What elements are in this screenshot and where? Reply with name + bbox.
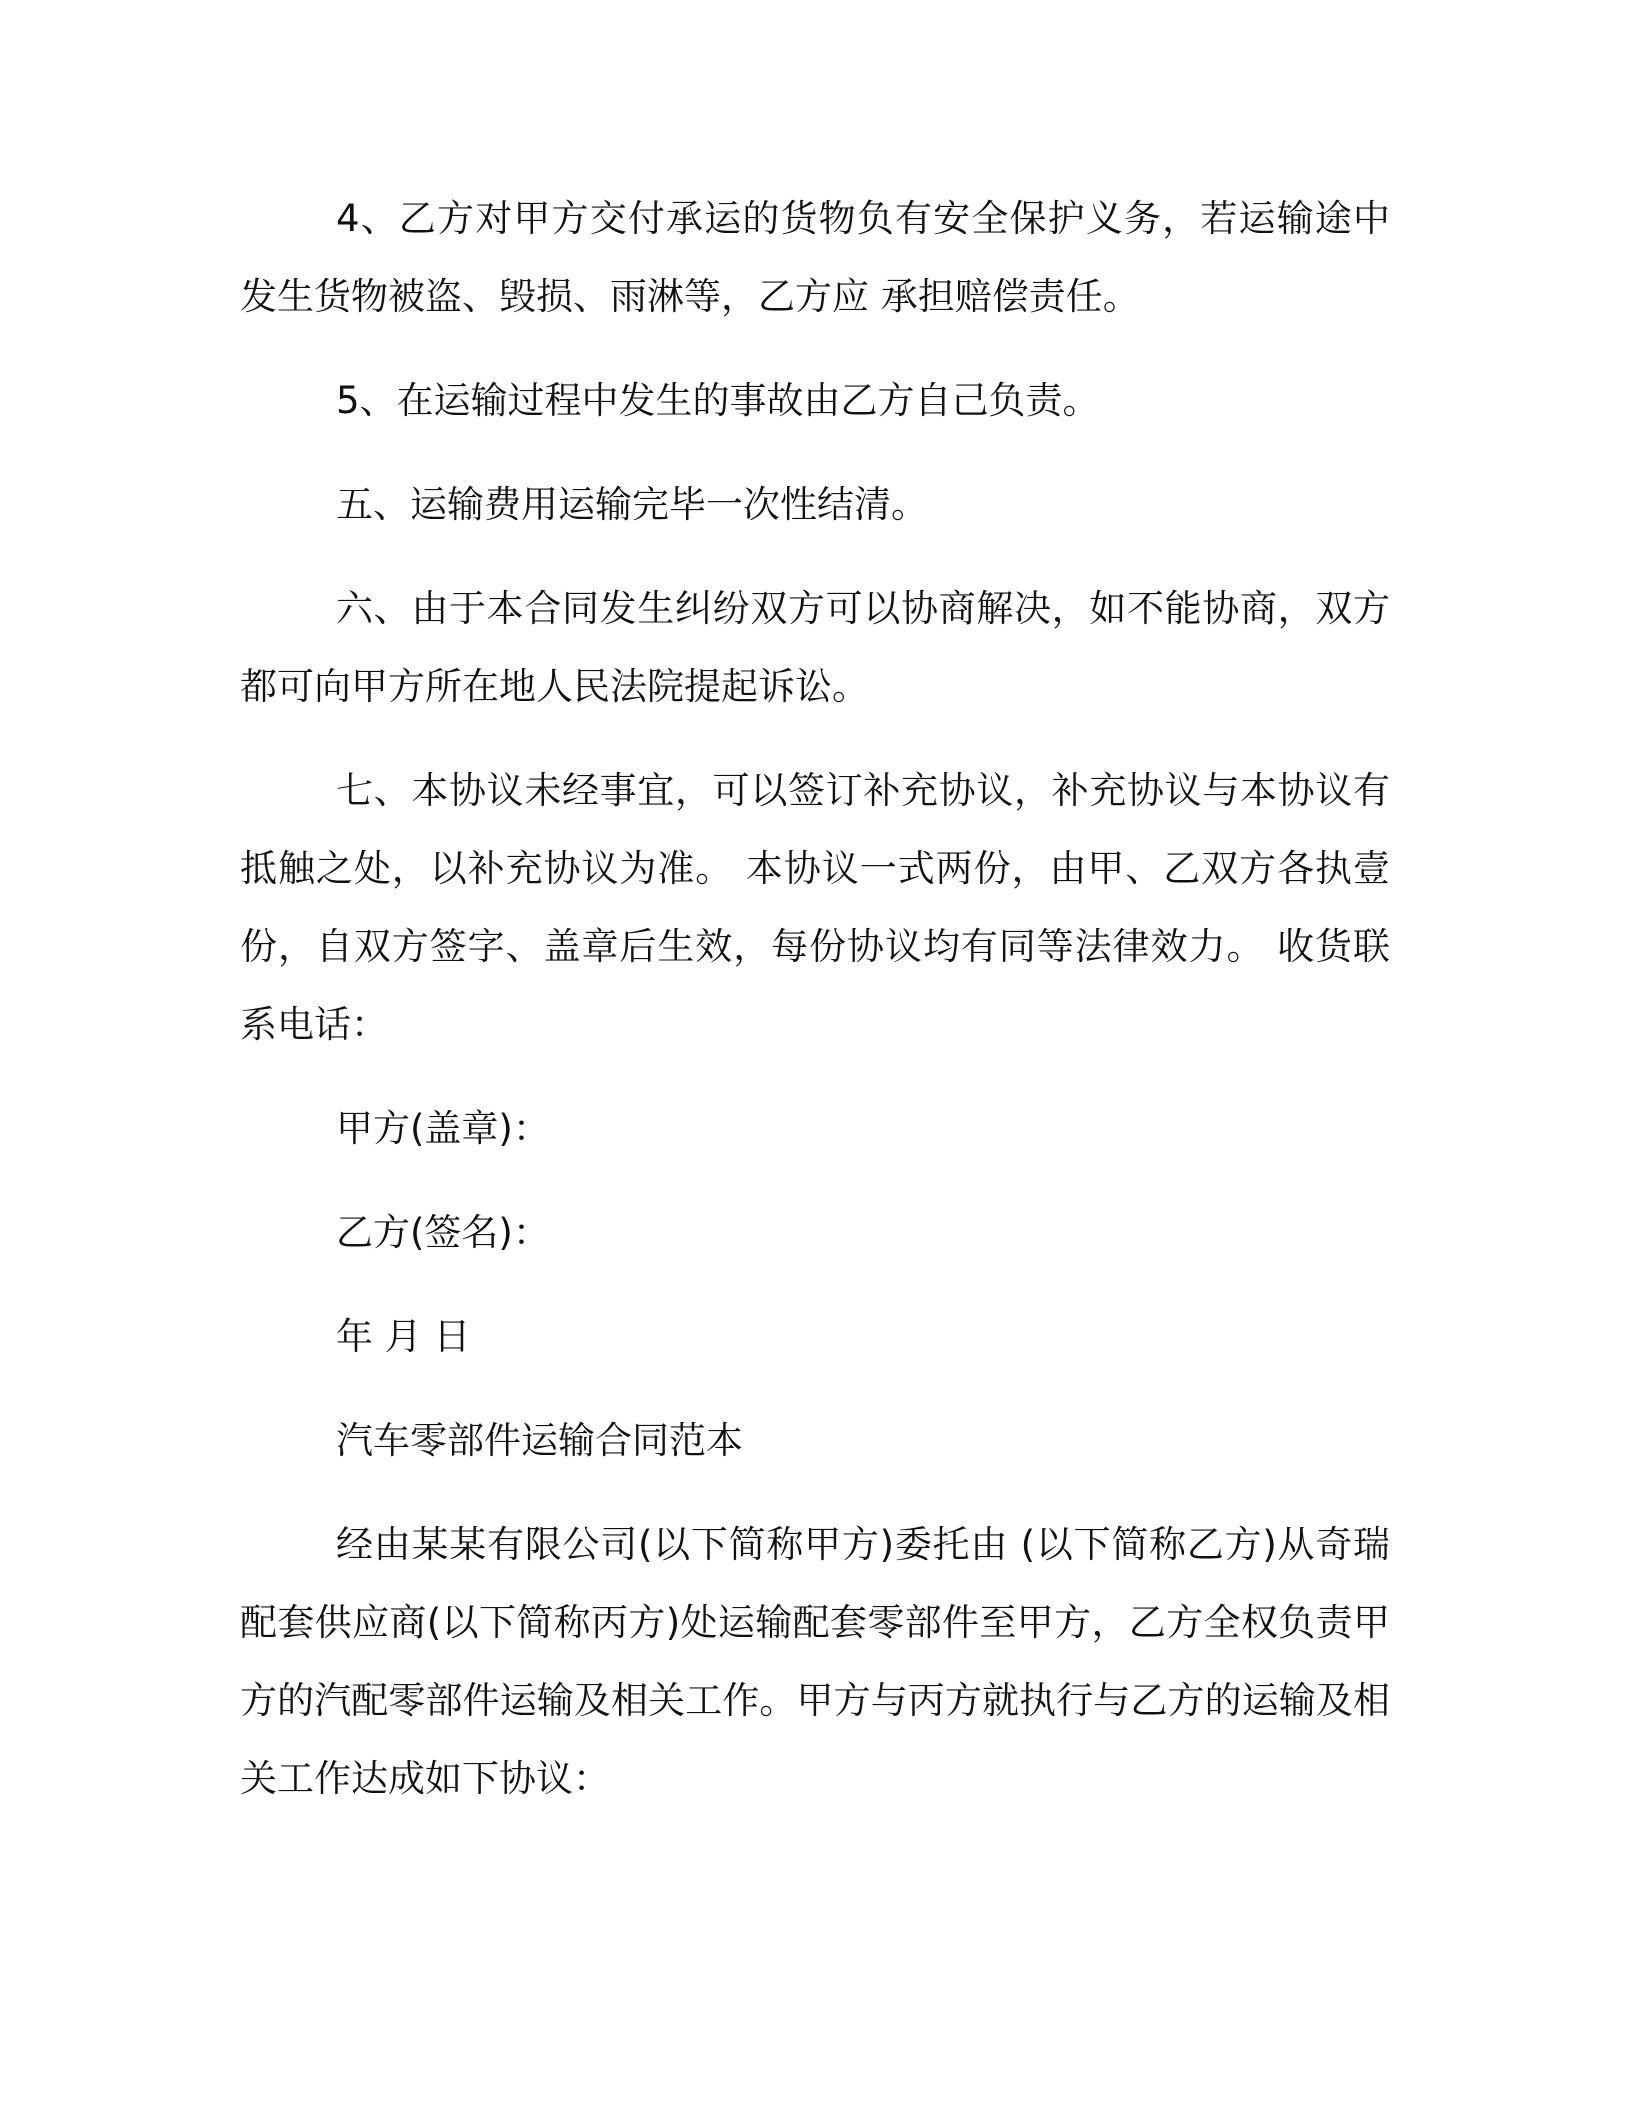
clause-4-paragraph: 4、乙方对甲方交付承运的货物负有安全保护义务，若运输途中发生货物被盗、毁损、雨淋等，乙方应 承担赔偿责任。 <box>240 197 1390 318</box>
clause-5-paragraph: 5、在运输过程中发生的事故由乙方自己负责。 <box>336 379 1100 422</box>
contract-title: 汽车零部件运输合同范本 <box>336 1419 743 1462</box>
document-body <box>240 180 1390 1844</box>
contract-intro-paragraph: 经由某某有限公司(以下简称甲方)委托由 (以下简称乙方)从奇瑞配套供应商(以下简称丙方)处运输配套零部件至甲方，乙方全权负责甲方的汽配零部件运输及相关工作。甲方与丙方就执行与乙方的运输及相关工作达成如下协议： <box>240 1523 1390 1800</box>
date-line: 年 月 日 <box>336 1315 471 1358</box>
party-a-seal-line: 甲方(盖章)： <box>336 1107 550 1150</box>
section-6-dispute-paragraph: 六、由于本合同发生纠纷双方可以协商解决，如不能协商，双方都可向甲方所在地人民法院提起诉讼。 <box>240 587 1390 708</box>
party-b-signature-line: 乙方(签名)： <box>336 1211 550 1254</box>
section-5-payment-paragraph: 五、运输费用运输完毕一次性结清。 <box>336 483 928 526</box>
section-7-supplement-paragraph: 七、本协议未经事宜，可以签订补充协议，补充协议与本协议有抵触之处，以补充协议为准。 本协议一式两份，由甲、乙双方各执壹份，自双方签字、盖章后生效，每份协议均有同等法律效力。 收货联系电话： <box>240 769 1390 1046</box>
